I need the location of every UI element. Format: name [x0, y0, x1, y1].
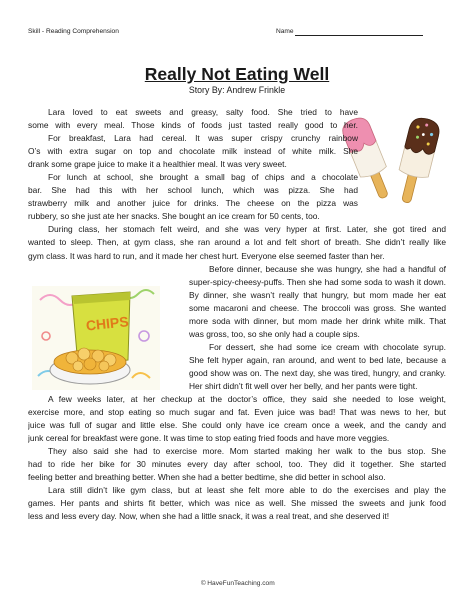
story-line: more soda with dinner, but mom made her drink white milk. That — [189, 315, 446, 326]
story-line: Before dinner, because she was hungry, she had a handful of — [209, 263, 446, 274]
story-line: strawberry milk and another juice for drinks. The cheese on the pizza was — [28, 198, 358, 209]
story-line: junk cereal for breakfast were gone. It was time to stop eating fried foods and have more veggies. — [28, 433, 390, 444]
story-line: good show was on. The next day, she was tired, hungry, and cranky. — [189, 367, 446, 378]
story-line: For breakfast, Lara had cereal. It was super crispy crunchy rainbow — [48, 133, 358, 144]
story-line: wanted to sleep. Then, at gym class, she ran around a lot and felt short of breath. She didn’t really like — [28, 237, 446, 248]
name-label: Name — [276, 28, 294, 35]
story-line: super-spicy-cheesy-puffs. Then she had some soda to wash it down. — [189, 276, 446, 287]
chips-bag-label: CHIPS — [85, 313, 130, 334]
story-line: bar. She had this with her school lunch, which was pizza. She had — [28, 185, 358, 196]
story-line: games. Her pants and shirts fit better, which was nice as well. She missed the sweets and junk food — [28, 498, 446, 509]
name-line — [295, 28, 423, 36]
story-line: A few weeks later, at her checkup at the doctor’s office, they said she needed to lose weight, — [48, 394, 446, 405]
story-line: less and less every day. Now, when she had a little snack, it was a real treat, and she deserved it! — [28, 511, 390, 522]
story-line: rubbery, so she just ate her snacks. She bought an ice cream for 50 cents, too. — [28, 211, 320, 222]
footer — [0, 580, 474, 588]
copyright-icon: © — [200, 580, 206, 587]
footer-site: HaveFunTeaching.com — [207, 580, 275, 587]
story-line: They also said she had to exercise more. Mom started making her walk to the bus stop. She — [48, 446, 446, 457]
story-line: feeling better and breathing better. When she had a better bedtime, she did better in school also. — [28, 472, 386, 483]
story-line: was gross, too, so she only had a couple sips. — [189, 328, 360, 339]
story-line: juice was full of sugar and little else. She could only have ice cream once a week, and the candy and — [28, 420, 446, 431]
story-line: O’s with extra sugar on top and chocolate milk instead of white milk. She — [28, 146, 358, 157]
story-line: some with every meal. Those kinds of foods just tasted really good to her. — [28, 120, 358, 131]
story-line: drank some grape juice to make it a healthier meal. It was very sweet. — [28, 159, 287, 170]
story-line: had to ride her bike for 30 minutes every day after school, too. They did it together. She started — [28, 459, 446, 470]
story-line: exercise more, and stop eating so much sugar and fat. Even juice was bad! That was news to her, but — [28, 407, 446, 418]
story-line: For lunch at school, she brought a small bag of chips and a chocolate — [48, 172, 358, 183]
story-line: Lara still didn’t like gym class, but at least she felt more able to do the exercises and play the — [48, 485, 446, 496]
story-byline: Story By: Andrew Frinkle — [188, 85, 286, 95]
story-title: Really Not Eating Well — [144, 64, 330, 84]
story-line: For dessert, she had some ice cream with chocolate syrup. — [209, 341, 446, 352]
story-line: Her shirt didn’t fit well over her belly, and her pants were tight. — [189, 380, 418, 391]
story-line: Lara loved to eat sweets and greasy, salty food. She tried to have — [48, 107, 358, 117]
story-line: By dinner, she wasn’t really that hungry, but mom made her eat — [189, 289, 446, 300]
story-text — [28, 106, 446, 524]
story-line: gym class. It was hard to run, and it made her chest hurt. Everyone else seemed faster than her. — [28, 250, 385, 261]
story-line: During class, her stomach felt weird, and she was very hyper at first. Later, she got tired and — [48, 224, 446, 235]
name-field — [276, 28, 423, 36]
story-line: some macaroni and cheese. The broccoli was gross. She wanted — [189, 302, 446, 313]
skill-label: Skill - Reading Comprehension — [28, 28, 119, 35]
story-line: She felt hyper again, ran around, and went to bed late, because a — [189, 354, 446, 365]
